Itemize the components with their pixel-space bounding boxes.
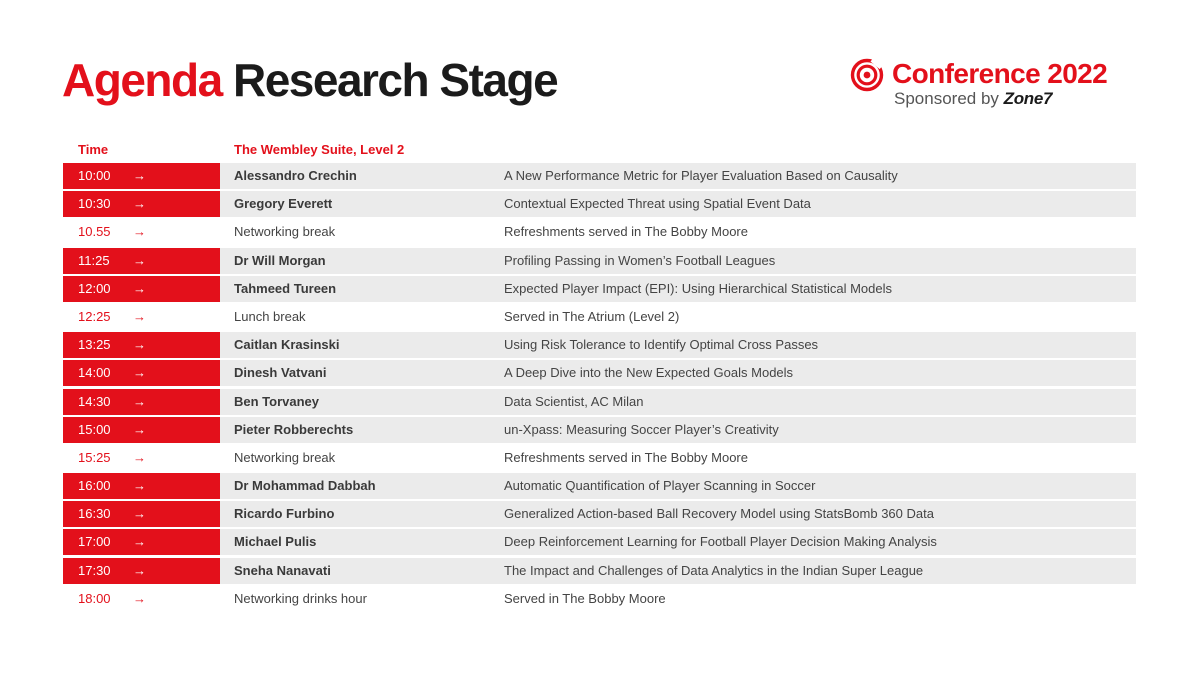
arrow-right-icon: → [133,421,146,437]
agenda-row [63,219,1136,245]
row-speaker: Ricardo Furbino [234,506,335,522]
time-cell [63,558,220,584]
row-topic: Generalized Action-based Ball Recovery Model using StatsBomb 360 Data [504,506,934,522]
arrow-right-icon: → [133,478,146,494]
sponsor-name: Zone7 [1003,89,1053,108]
row-time: 17:00 [78,534,111,550]
row-topic: Served in The Atrium (Level 2) [504,308,680,324]
time-cell [63,529,220,555]
conference-name: Conference 2022 [892,58,1108,89]
row-time: 16:30 [78,506,111,522]
agenda-row [63,360,1136,386]
arrow-right-icon: → [133,449,146,465]
time-cell [63,473,220,499]
agenda-row [63,417,1136,443]
time-cell [63,389,220,415]
arrow-right-icon: → [133,308,146,324]
row-time: 10.55 [78,224,111,240]
agenda-row [63,276,1136,302]
row-topic: Profiling Passing in Women’s Football Leagues [504,252,776,268]
time-cell [63,219,220,245]
row-time: 16:00 [78,478,111,494]
time-cell [63,304,220,330]
row-time: 14:30 [78,393,111,409]
row-time: 14:00 [78,365,111,381]
arrow-right-icon: → [133,393,146,409]
row-speaker: Gregory Everett [234,196,333,212]
row-time: 11:25 [78,252,110,268]
arrow-right-icon: → [133,365,146,381]
agenda-row [63,501,1136,527]
agenda-table [63,163,1136,614]
row-speaker: Michael Pulis [234,534,317,550]
row-time: 17:30 [78,562,111,578]
time-cell [63,360,220,386]
row-speaker: Tahmeed Tureen [234,280,337,296]
row-time: 15:00 [78,421,111,437]
arrow-right-icon: → [133,506,146,522]
row-time: 10:30 [78,196,111,212]
arrow-right-icon: → [133,534,146,550]
arrow-right-icon: → [133,224,146,240]
time-cell [63,332,220,358]
row-speaker: Dr Mohammad Dabbah [234,478,376,494]
arrow-right-icon: → [133,337,146,353]
agenda-row [63,163,1136,189]
agenda-row [63,586,1136,612]
row-time: 10:00 [78,168,111,183]
row-time: 18:00 [78,590,111,606]
time-cell [63,417,220,443]
agenda-row [63,529,1136,555]
time-cell [63,163,220,189]
row-speaker: Alessandro Crechin [234,168,357,183]
sponsor-line [894,88,1052,110]
agenda-row [63,445,1136,471]
arrow-right-icon: → [133,196,146,212]
row-topic: Deep Reinforcement Learning for Football Player Decision Making Analysis [504,534,937,550]
row-topic: A New Performance Metric for Player Evaluation Based on Causality [504,168,898,183]
arrow-right-icon: → [133,590,146,606]
arrow-right-icon: → [133,252,146,268]
row-speaker: Networking break [234,224,336,240]
time-cell [63,276,220,302]
agenda-row [63,248,1136,274]
row-topic: un-Xpass: Measuring Soccer Player’s Creativity [504,421,779,437]
agenda-row [63,191,1136,217]
target-logo-icon [850,58,884,92]
row-speaker: Dr Will Morgan [234,252,326,268]
row-speaker: Caitlan Krasinski [234,337,340,353]
time-cell [63,501,220,527]
row-topic: The Impact and Challenges of Data Analytics in the Indian Super League [504,562,924,578]
time-cell [63,191,220,217]
row-speaker: Sneha Nanavati [234,562,331,578]
arrow-right-icon: → [133,280,146,296]
title-main: Research Stage [232,54,558,106]
row-topic: Refreshments served in The Bobby Moore [504,449,748,465]
row-speaker: Networking drinks hour [234,590,367,606]
row-speaker: Ben Torvaney [234,393,320,409]
page-title [62,52,557,108]
column-header-room: The Wembley Suite, Level 2 [234,142,405,157]
row-topic: Automatic Quantification of Player Scanning in Soccer [504,478,816,494]
row-speaker: Dinesh Vatvani [234,365,327,381]
agenda-row [63,332,1136,358]
row-topic: Expected Player Impact (EPI): Using Hierarchical Statistical Models [504,280,892,296]
sponsored-prefix: Sponsored by [894,89,999,108]
row-speaker: Networking break [234,449,336,465]
agenda-row [63,558,1136,584]
agenda-row [63,389,1136,415]
row-time: 12:25 [78,308,111,324]
row-topic: A Deep Dive into the New Expected Goals Models [504,365,794,381]
agenda-row [63,473,1136,499]
row-topic: Data Scientist, AC Milan [504,393,644,409]
row-speaker: Pieter Robberechts [234,421,354,437]
conference-brand [850,56,1150,112]
column-header-time: Time [78,142,109,157]
row-speaker: Lunch break [234,308,306,324]
row-time: 13:25 [78,337,111,353]
row-topic: Served in The Bobby Moore [504,590,666,606]
arrow-right-icon: → [133,562,146,578]
title-accent: Agenda [62,54,222,106]
row-time: 12:00 [78,280,111,296]
row-topic: Refreshments served in The Bobby Moore [504,224,748,240]
time-cell [63,445,220,471]
agenda-row [63,304,1136,330]
arrow-right-icon: → [133,168,146,183]
row-topic: Using Risk Tolerance to Identify Optimal Cross Passes [504,337,819,353]
row-time: 15:25 [78,449,111,465]
row-topic: Contextual Expected Threat using Spatial Event Data [504,196,811,212]
time-cell [63,248,220,274]
time-cell [63,586,220,612]
